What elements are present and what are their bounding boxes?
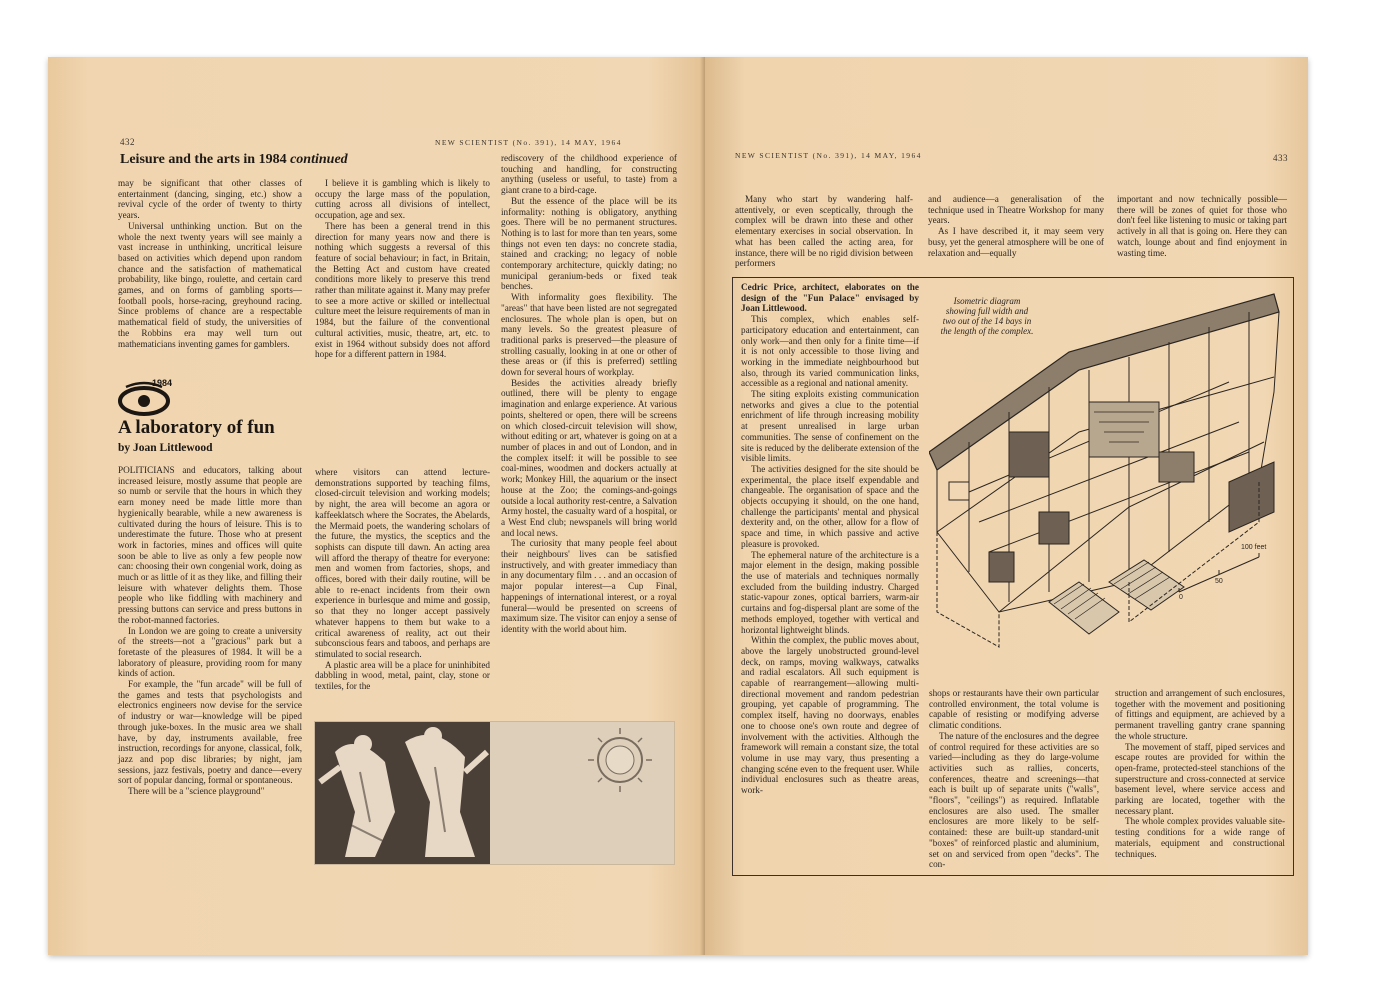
paragraph: rediscovery of the childhood experience of touching and handling, for constructing anything (useless or useful, to taste) from a giant crane to a bird-cage. bbox=[501, 153, 677, 196]
scale-label-100: 100 feet bbox=[1241, 544, 1267, 551]
right-page bbox=[705, 57, 1308, 955]
sidebar-lead: Cedric Price, architect, elaborates on the design of the "Fun Palace" envisaged by Joan Littlewood. bbox=[741, 282, 919, 314]
right-col2-top bbox=[928, 194, 1104, 258]
paragraph: POLITICIANS and educators, talking about increased leisure, mostly assume that people are so numb or servile that the hours in which they earn money need be made little more than hygienically bearable, while a new awareness is cultivated during the hours of leisure. This is to underestimate the future. Those who at present work in factories, mines and offices will quite soon be able to live as only a few people now can: choosing their own congenial work, doing as much or as little of it as they like, and filling their leisure with whatever delights them. Those people who like fiddling with machinery and pressing buttons can service and press buttons in the robot-manned factories. bbox=[118, 465, 302, 625]
left-col1-top bbox=[118, 178, 302, 349]
scale-label-0: 0 bbox=[1179, 594, 1183, 601]
running-head-right: NEW SCIENTIST (No. 391), 14 MAY, 1964 bbox=[735, 151, 922, 160]
box-col3 bbox=[1115, 688, 1285, 859]
box-col2 bbox=[929, 688, 1099, 870]
paragraph: and audience—a generalisation of the technique used in Theatre Workshop for many years. bbox=[928, 194, 1104, 226]
paragraph: may be significant that other classes of entertainment (dancing, singing, etc.) show a revival cycle of the order of twenty to thirty years. bbox=[118, 178, 302, 221]
woodcut-illustration bbox=[314, 721, 675, 865]
page-number-left: 432 bbox=[120, 137, 135, 147]
paragraph: important and now technically possible—there will be zones of quiet for those who don't feel like listening to music or taking part actively in all that is going on. Here they can watch, lounge about and find enjoyment in wasting time. bbox=[1117, 194, 1287, 258]
diagram-caption: Isometric diagram showing full width and two out of the 14 bays in the length of the complex. bbox=[940, 296, 1034, 336]
left-col1-bottom bbox=[118, 465, 302, 797]
paragraph: For example, the "fun arcade" will be full of the games and tests that psychologists and electronics engineers now devise for the service of industry or war—knowledge will be piped through juke-boxes. In the music area we shall have, by day, instruments available, free instruction, recordings for anyone, classical, folk, jazz and pop disc libraries; by night, jam sessions, jazz festivals, poetry and dance—every sort of popular dancing, formal or spontaneous. bbox=[118, 679, 302, 786]
scale-label-50: 50 bbox=[1215, 578, 1223, 585]
paragraph: The whole complex provides valuable site-testing conditions for a wide range of materials, equipment and constructional techniques. bbox=[1115, 816, 1285, 859]
dancing-figures-illustration bbox=[315, 722, 674, 864]
paragraph: The nature of the enclosures and the degree of control required for these activities are so varied—including as they do large-volume activities such as rallies, concerts, conferences, theatre and screenings—that each is built up of separate units ("walls", "floors", "ceilings") as required. Inflatable enclosures are also used. The smaller enclosures are more likely to be self-contained: these are built-up standard-unit "boxes" of reinforced plastic and aluminium, set on and serviced from open "decks". The con- bbox=[929, 730, 1099, 870]
article-byline: by Joan Littlewood bbox=[118, 442, 213, 454]
box-col1 bbox=[741, 282, 919, 796]
logo-year: 1984 bbox=[152, 378, 173, 388]
paragraph: shops or restaurants have their own particular controlled environment, the total volume is capable of resisting or modifying adverse climatic conditions. bbox=[929, 688, 1099, 731]
magazine-spread bbox=[48, 57, 1308, 955]
paragraph: Universal unthinking unction. But on the whole the next twenty years will see mainly a vast increase in unthinking, uncritical leisure based on activities which depend upon random chance and the satisfaction of mathematical probability, like bingo, roulette, and certain card games, and on forms of gambling sports—football pools, horse-racing, greyhound racing. Since problems of chance are a respectable mathematical field of study, the universities of the Robbins era may well turn out mathematicians inventing games for gamblers. bbox=[118, 220, 302, 349]
paragraph: The ephemeral nature of the architecture is a major element in the design, making possible the use of materials and techniques normally excluded from the building industry. Charged static-vapour zones, optical barriers, warm-air curtains and fog-dispersal plant are some of the methods employed, together with vertical and horizontal lightweight blinds. bbox=[741, 549, 919, 635]
section-title-suffix: continued bbox=[290, 152, 348, 167]
right-col3-top bbox=[1117, 194, 1287, 258]
section-title-text: Leisure and the arts in 1984 bbox=[120, 152, 287, 167]
paragraph: A plastic area will be a place for uninhibited dabbling in wood, metal, paint, clay, stone or textiles, for the bbox=[315, 659, 490, 692]
paragraph: The curiosity that many people feel about their neighbours' lives can be satisfied instructively, and with greater immediacy than in any documentary film . . . and an occasion of major popular interest—a Cup Final, happenings of international interest, or a royal funeral—would be presented on screens of maximum size. The visitor can enjoy a sense of identity with the world about him. bbox=[501, 538, 677, 634]
paragraph: Besides the activities already briefly outlined, there will be plenty to engage imagination and enlarge experience. At various points, sheltered or open, there will be screens on which closed-circuit television will show, without editing or art, whatever is going on at a number of places in and out of London, and in the complex itself: it will be possible to see coal-mines, woodmen and dockers actually at work; Monkey Hill, the aquarium or the insect house at the Zoo; the comings-and-goings outside a local authority rest-centre, a Salvation Army hostel, the casualty ward of a hospital, or a West End club; newspanels will bring world and local news. bbox=[501, 377, 677, 538]
left-page bbox=[48, 57, 705, 955]
isometric-diagram bbox=[929, 282, 1289, 694]
paragraph: The activities designed for the site should be experimental, the place itself expendable and changeable. The organisation of space and the objects occupying it should, on the one hand, challenge the participants' mental and physical dexterity and, on the other, allow for a flow of space and time, in which passive and active pleasure is provoked. bbox=[741, 463, 919, 549]
fun-palace-isometric-drawing bbox=[929, 282, 1289, 694]
paragraph: The siting exploits existing communication networks and gives a clue to the potential enrichment of life through increasing mobility at present unrealised in large urban communities. The sense of confinement on the site is reduced by the deliberate extension of the visible limits. bbox=[741, 389, 919, 464]
paragraph: In London we are going to create a university of the streets—not a "gracious" park but a foretaste of the pleasures of 1984. It will be a laboratory of pleasure, providing room for many kinds of action. bbox=[118, 625, 302, 679]
paragraph: As I have described it, it may seem very busy, yet the general atmosphere will be one of relaxation and—equally bbox=[928, 226, 1104, 258]
paragraph: This complex, which enables self-participatory education and entertainment, can only work—and then only for a finite time—if it is not only accessible to those living and working in the immediate neighbourhood but also, through its varied communication links, accessible as a regional and national amenity. bbox=[741, 314, 919, 389]
left-col2-bottom bbox=[315, 467, 490, 692]
paragraph: struction and arrangement of such enclosures, together with the movement and positioning of fittings and equipment, are achieved by a permanent travelling gantry crane spanning the whole structure. bbox=[1115, 688, 1285, 741]
paragraph: The movement of staff, piped services and escape routes are provided for within the open-frame, protected-steel stanchions of the superstructure and cross-connected at service basement level, where service access and parking are located, together with the necessary plant. bbox=[1115, 741, 1285, 816]
1984-logo bbox=[118, 379, 178, 417]
paragraph: But the essence of the place will be its informality: nothing is obligatory, anything goes. There will be no permanent structures. Nothing is to last for more than ten years, some things not even ten days: no concrete stadia, stained and cracking; no legacy of noble contemporary architecture, quickly dating; no municipal geranium-beds or fixed teak benches. bbox=[501, 195, 677, 292]
paragraph: There has been a general trend in this direction for many years now and there is nothing which suggests a reversal of this feature of social behaviour; in fact, in Britain, the Betting Act and custom have created conditions more likely to preserve this trend rather than militate against it. Many may prefer to see a more active or skilled or intellectual culture meet the leisure requirements of man in 1984, but the failure of the conventional cultural activities, music, theatre, art, etc. to exist in 1964 without subsidy does not afford hope for a different pattern in 1984. bbox=[315, 220, 490, 360]
paragraph: With informality goes flexibility. The "areas" that have been listed are not segregated enclosures. The whole plan is open, but on many levels. So the greatest pleasure of traditional parks is preserved—the pleasure of strolling casually, looking in at one or other of these areas or (if this is preferred) settling down for several hours of workplay. bbox=[501, 292, 677, 378]
running-head-left: NEW SCIENTIST (No. 391), 14 MAY, 1964 bbox=[435, 138, 622, 147]
section-title bbox=[120, 152, 348, 168]
fun-palace-sidebar-box bbox=[732, 277, 1294, 876]
paragraph: Within the complex, the public moves about, above the largely unobstructed ground-level deck, on ramps, moving walkways, catwalks and radial escalators. All such equipment is capable of rearrangement—allowing multi-directional movement and random pedestrian grouping, yet capable of programming. The complex itself, having no doorways, enables one to choose one's own route and degree of involvement with the activities. Although the framework will remain a constant size, the total volume in use may vary, thus presenting a changing scéne even to the frequent user. While individual enclosures such as theatre areas, work- bbox=[741, 635, 919, 796]
left-col2-top bbox=[315, 178, 490, 360]
article-headline: A laboratory of fun bbox=[118, 417, 275, 438]
right-col1-top bbox=[735, 194, 913, 269]
paragraph: I believe it is gambling which is likely to occupy the large mass of the population, cutting across all divisions of intellect, occupation, age and sex. bbox=[315, 178, 490, 221]
page-number-right: 433 bbox=[1273, 153, 1288, 163]
paragraph: where visitors can attend lecture-demonstrations supported by teaching films, closed-circuit television and working models; by night, the area will become an agora or kaffeeklatsch where the Socrates, the Abelards, the Mermaid poets, the wandering scholars of the future, the mystics, the sceptics and the sophists can dispute till dawn. An acting area will afford the therapy of theatre for everyone: men and women from factories, shops, and offices, bored with their daily routine, will be able to re-enact incidents from their own experience in burlesque and mime and gossip, so that they no longer accept passively whatever happens to them but wake to a critical awareness of reality, act out their subconscious fears and taboos, and perhaps are stimulated to social research. bbox=[315, 467, 490, 659]
left-col3 bbox=[501, 153, 677, 635]
paragraph: There will be a "science playground" bbox=[128, 786, 265, 797]
paragraph: Many who start by wandering half-attentively, or even sceptically, through the complex will be drawn into these and other elementary exercises in social observation. In what has been called the acting area, for instance, there will be no rigid division between performers bbox=[735, 194, 913, 269]
